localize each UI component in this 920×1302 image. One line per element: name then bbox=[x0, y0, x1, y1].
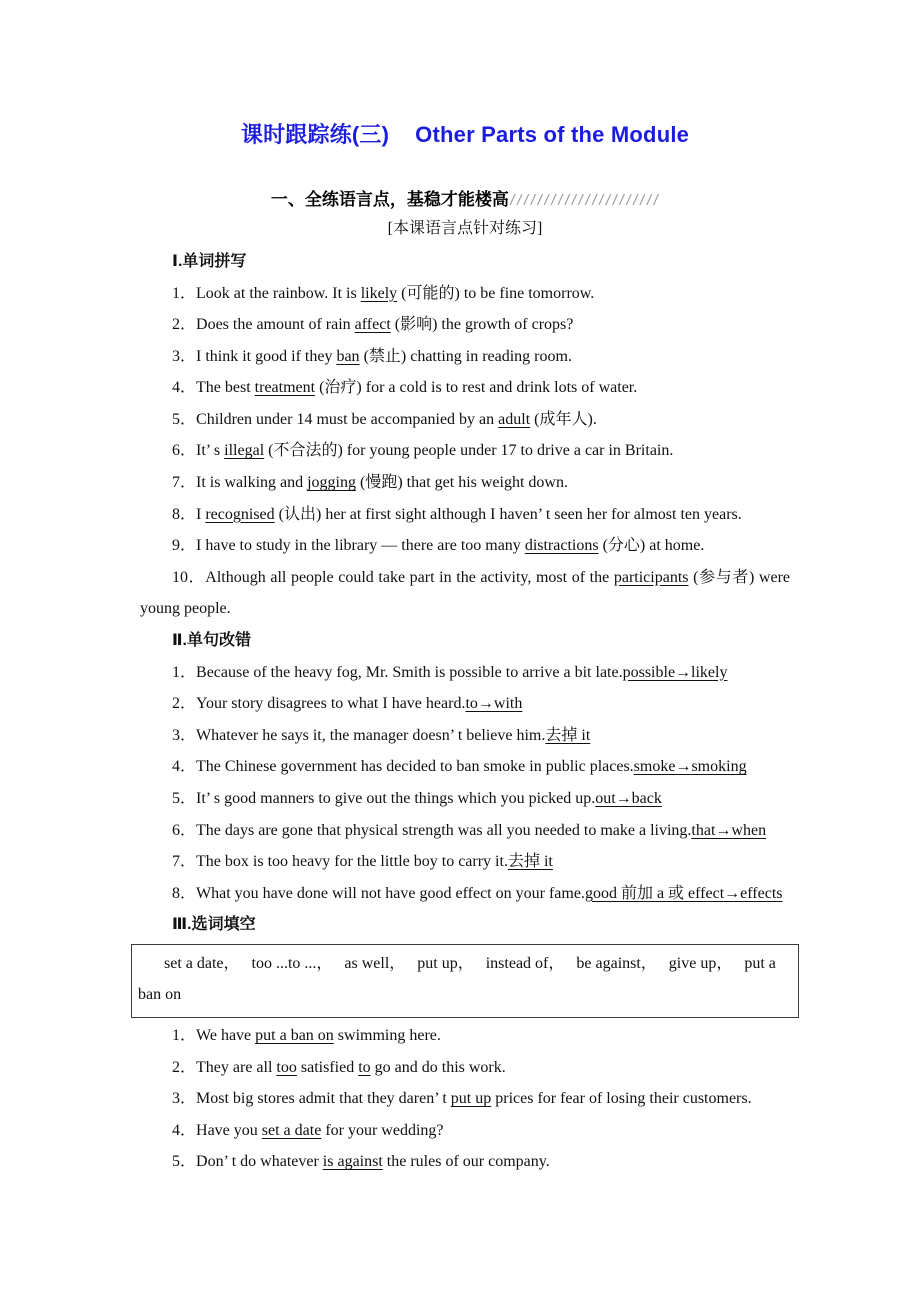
item-text: (不合法的) for young people under 17 to drive a car in Britain. bbox=[264, 442, 674, 460]
item-text: (参与者) were young people. bbox=[140, 568, 790, 618]
answer-blank: 去掉 it bbox=[545, 726, 591, 744]
exercise-item bbox=[140, 309, 790, 341]
item-text: Look at the rainbow. It is bbox=[196, 284, 361, 302]
item-number: 3． bbox=[172, 347, 197, 365]
item-number: 5． bbox=[172, 1153, 197, 1171]
answer-blank: affect bbox=[354, 316, 391, 334]
exercise-item bbox=[140, 278, 790, 310]
item-number: 3． bbox=[172, 1090, 197, 1108]
item-text: I think it good if they bbox=[196, 347, 337, 365]
answer-blank: ban bbox=[336, 347, 360, 365]
answer-blank: set a date bbox=[261, 1121, 322, 1139]
answer-blank: adult bbox=[498, 410, 531, 428]
item-text: Whatever he says it, the manager doesn’ t believe him. bbox=[196, 726, 546, 744]
exercise-item bbox=[140, 435, 790, 467]
answer-blank: to bbox=[358, 1058, 371, 1076]
exercise-item bbox=[140, 846, 790, 878]
item-text: (认出) her at first sight although I haven’ t seen her for almost ten years. bbox=[274, 505, 742, 523]
answer-blank: too bbox=[276, 1058, 297, 1076]
exercise-item bbox=[140, 720, 790, 752]
item-text: Have you bbox=[196, 1121, 262, 1139]
exercise-item bbox=[140, 878, 790, 910]
exercise-item bbox=[140, 688, 790, 720]
item-text: Although all people could take part in the activity, most of the bbox=[205, 568, 614, 586]
item-number: 5． bbox=[172, 410, 197, 428]
item-number: 6． bbox=[172, 442, 197, 460]
hatch-decoration: ////////////////////// bbox=[508, 193, 660, 208]
answer-blank: distractions bbox=[524, 537, 599, 555]
item-text: for your wedding? bbox=[321, 1121, 444, 1139]
answer-blank: recognised bbox=[205, 505, 275, 523]
item-text: prices for fear of losing their customers. bbox=[491, 1090, 752, 1108]
item-text: Does the amount of rain bbox=[196, 316, 355, 334]
item-text: The days are gone that physical strength was all you needed to make a living. bbox=[196, 821, 692, 839]
answer-blank: jogging bbox=[307, 474, 356, 492]
item-text: (治疗) for a cold is to rest and drink lots of water. bbox=[315, 379, 638, 397]
item-number: 4． bbox=[172, 379, 197, 397]
answer-blank: put a ban on bbox=[255, 1026, 334, 1044]
page-title-zh: 课时跟踪练(三) bbox=[240, 122, 390, 147]
item-text: (禁止) chatting in reading room. bbox=[359, 347, 572, 365]
item-text: We have bbox=[196, 1026, 256, 1044]
item-text: Don’ t do whatever bbox=[196, 1153, 323, 1171]
item-text: (影响) the growth of crops? bbox=[390, 316, 574, 334]
item-text: They are all bbox=[196, 1058, 277, 1076]
item-number: 7． bbox=[172, 474, 197, 492]
exercise-item bbox=[140, 1052, 790, 1084]
exercise-item bbox=[140, 751, 790, 783]
item-text: The box is too heavy for the little boy to carry it. bbox=[196, 853, 508, 871]
exercise-sections bbox=[140, 246, 790, 1178]
answer-blank: to→with bbox=[465, 695, 523, 713]
item-number: 2． bbox=[172, 695, 197, 713]
item-number: 6． bbox=[172, 821, 197, 839]
answer-blank: treatment bbox=[254, 379, 316, 397]
item-number: 7． bbox=[172, 853, 197, 871]
answer-blank: that→when bbox=[691, 821, 767, 839]
item-text: (可能的) to be fine tomorrow. bbox=[397, 284, 595, 302]
exercise-item bbox=[140, 1020, 790, 1052]
item-text: The best bbox=[196, 379, 255, 397]
item-text: (成年人). bbox=[530, 410, 597, 428]
item-number: 1． bbox=[172, 663, 197, 681]
item-text: (分心) at home. bbox=[598, 537, 705, 555]
exercise-item bbox=[140, 657, 790, 689]
item-text: (慢跑) that get his weight down. bbox=[356, 474, 568, 492]
item-number: 4． bbox=[172, 758, 197, 776]
item-number: 8． bbox=[172, 884, 197, 902]
item-text: It’ s bbox=[196, 442, 225, 460]
exercise-item bbox=[140, 499, 790, 531]
exercise-item bbox=[140, 562, 790, 625]
section-heading: Ⅱ.单句改错 bbox=[172, 632, 251, 650]
item-number: 1． bbox=[172, 284, 197, 302]
item-text: Your story disagrees to what I have heard. bbox=[196, 695, 466, 713]
item-text: satisfied bbox=[296, 1058, 359, 1076]
item-number: 4． bbox=[172, 1121, 197, 1139]
exercise-item bbox=[140, 1115, 790, 1147]
answer-blank: illegal bbox=[224, 442, 265, 460]
answer-blank: participants bbox=[613, 568, 689, 586]
section-banner bbox=[140, 185, 790, 210]
answer-blank: out→back bbox=[595, 789, 662, 807]
item-text: What you have done will not have good effect on your fame. bbox=[196, 884, 585, 902]
item-number: 2． bbox=[172, 1058, 197, 1076]
item-text: It is walking and bbox=[196, 474, 308, 492]
section-heading: Ⅰ.单词拼写 bbox=[172, 253, 247, 270]
exercise-item bbox=[140, 467, 790, 499]
item-text: The Chinese government has decided to ban smoke in public places. bbox=[196, 758, 634, 776]
item-text: It’ s good manners to give out the things which you picked up. bbox=[196, 789, 596, 807]
item-text: Children under 14 must be accompanied by an bbox=[196, 410, 499, 428]
item-number: 10． bbox=[172, 568, 206, 586]
answer-blank: likely bbox=[360, 284, 398, 302]
item-text: I bbox=[196, 505, 206, 523]
answer-blank: smoke→smoking bbox=[633, 758, 747, 776]
item-text: Most big stores admit that they daren’ t bbox=[196, 1090, 451, 1108]
item-number: 9． bbox=[172, 537, 197, 555]
item-text: Because of the heavy fog, Mr. Smith is possible to arrive a bit late. bbox=[196, 663, 623, 681]
page-title bbox=[140, 118, 790, 149]
subtitle: [本课语言点针对练习] bbox=[387, 220, 543, 237]
item-text: the rules of our company. bbox=[382, 1153, 550, 1171]
answer-blank: is against bbox=[322, 1153, 383, 1171]
item-text: I have to study in the library — there are too many bbox=[196, 537, 525, 555]
section-heading: Ⅲ.选词填空 bbox=[172, 916, 256, 934]
item-number: 1． bbox=[172, 1026, 197, 1044]
page-title-en: Other Parts of the Module bbox=[415, 122, 690, 147]
section-banner-text: 一、全练语言点，基稳才能楼高 bbox=[270, 190, 509, 209]
answer-blank: put up bbox=[450, 1090, 492, 1108]
exercise-item bbox=[140, 815, 790, 847]
exercise-item bbox=[140, 530, 790, 562]
item-number: 2． bbox=[172, 316, 197, 334]
answer-blank: possible→likely bbox=[622, 663, 728, 681]
answer-blank: 去掉 it bbox=[507, 853, 553, 871]
exercise-item bbox=[140, 404, 790, 436]
exercise-item bbox=[140, 1083, 790, 1115]
item-number: 3． bbox=[172, 726, 197, 744]
exercise-item bbox=[140, 783, 790, 815]
item-number: 5． bbox=[172, 789, 197, 807]
answer-blank: good 前加 a 或 effect→effects bbox=[584, 884, 783, 902]
phrase-box: set a date， too ...to ...， as well， put up， instead of， be against， give up， put a ban on bbox=[131, 944, 799, 1018]
exercise-item bbox=[140, 372, 790, 404]
exercise-item bbox=[140, 341, 790, 373]
exercise-item bbox=[140, 1146, 790, 1178]
item-number: 8． bbox=[172, 505, 197, 523]
item-text: swimming here. bbox=[333, 1026, 441, 1044]
item-text: go and do this work. bbox=[370, 1058, 506, 1076]
